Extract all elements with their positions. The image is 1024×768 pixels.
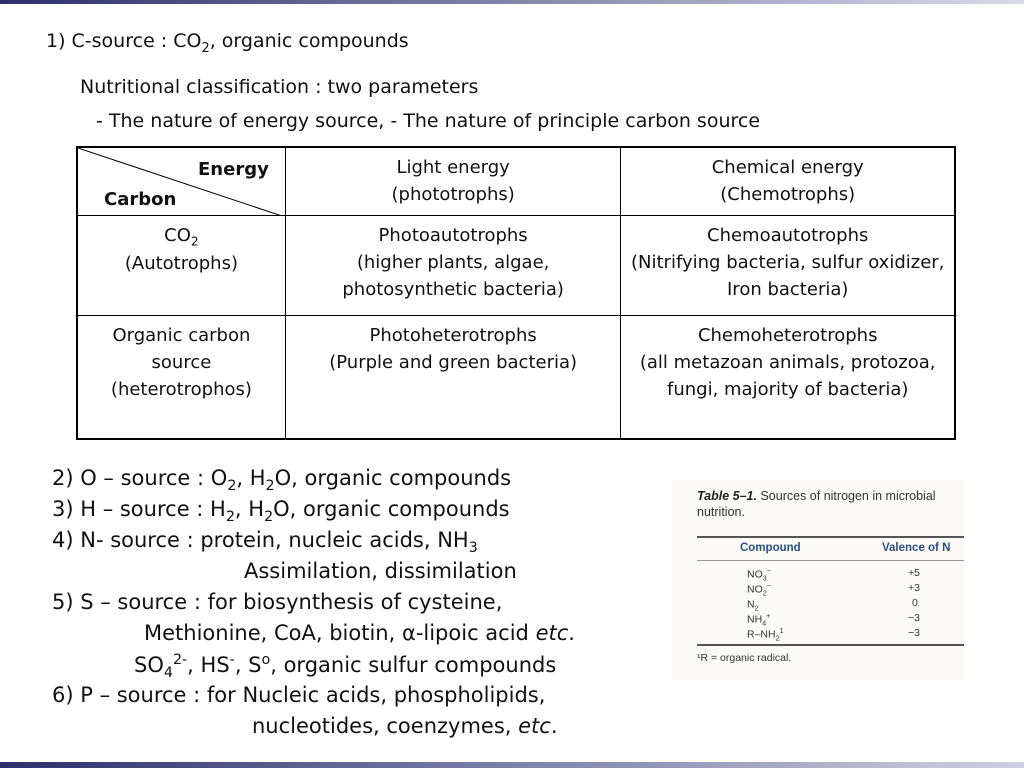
- text-part: SO: [134, 653, 164, 677]
- cell-chemoautotrophs: [621, 215, 955, 315]
- compound-cell: [747, 598, 759, 613]
- text-part: N: [747, 598, 755, 611]
- valence-cell: −3: [908, 627, 920, 639]
- subscript: 2: [754, 604, 759, 613]
- valence-cell: +3: [908, 582, 920, 594]
- text-part: , S: [234, 653, 262, 677]
- classification-parameters: - The nature of energy source, - The nature of principle carbon source: [96, 110, 761, 132]
- text-part: , HS: [187, 653, 230, 677]
- superscript: -: [229, 652, 235, 668]
- text-part: NO: [747, 583, 763, 596]
- text-part: 1) C-source : CO: [46, 30, 202, 52]
- text-part: O, organic compounds: [273, 497, 510, 521]
- table-row: [77, 315, 955, 439]
- superscript: 1: [779, 627, 784, 635]
- light-energy-subtitle: (phototrophs): [391, 184, 515, 205]
- text-part: 3) H – source : H: [52, 497, 226, 521]
- carbon-axis-label: Carbon: [104, 189, 177, 210]
- alpha-symbol: α: [401, 621, 416, 645]
- text-part: CO: [164, 224, 191, 246]
- superscript: +: [766, 612, 771, 620]
- text-part: nucleotides, coenzymes,: [252, 714, 519, 738]
- column-header-compound: Compound: [740, 542, 801, 554]
- hydrogen-source-item: [52, 497, 510, 525]
- phosphorus-source-item: 6) P – source : for Nucleic acids, phospholipids,: [52, 683, 546, 707]
- cell-photoautotrophs: [285, 215, 621, 315]
- etc-italic: etc: [518, 714, 551, 738]
- oxygen-source-item: [52, 466, 511, 494]
- text-part: NH: [747, 613, 763, 626]
- light-energy-title: Light energy: [396, 157, 510, 178]
- row-label-co2: [77, 215, 285, 315]
- figure-bottom-rule: [697, 644, 964, 646]
- cell-photoheterotrophs: [285, 315, 621, 439]
- nitrogen-sources-figure: [672, 480, 964, 680]
- chemical-energy-subtitle: (Chemotrophs): [720, 184, 856, 205]
- sulfur-source-item: 5) S – source : for biosynthesis of cysteine,: [52, 590, 503, 614]
- text-part: O, organic compounds: [274, 466, 512, 490]
- autotrophs-label: (Autotrophs): [124, 253, 238, 275]
- subscript: 2: [227, 478, 237, 495]
- carbon-source-line: [46, 30, 409, 56]
- table-header-row: [77, 147, 955, 215]
- text-part: .: [550, 714, 558, 738]
- subscript: 4: [762, 619, 767, 628]
- subscript: 2: [201, 40, 210, 56]
- etc-italic: etc: [535, 621, 569, 645]
- nitrogen-source-detail: Assimilation, dissimilation: [244, 559, 517, 583]
- valence-cell: +5: [908, 567, 920, 579]
- superscript: −: [766, 567, 771, 575]
- cell-description: (all metazoan animals, protozoa, fungi, majority of bacteria): [639, 351, 936, 400]
- text-part: 4) N- source : protein, nucleic acids, NH: [52, 528, 469, 552]
- co2-label: [84, 222, 279, 251]
- superscript: o: [261, 652, 271, 668]
- subscript: 2: [225, 509, 235, 526]
- compound-cell: [747, 583, 771, 598]
- table-row: [77, 215, 955, 315]
- text-part: , organic sulfur compounds: [270, 653, 557, 677]
- cell-chemoheterotrophs: [621, 315, 955, 439]
- classification-heading: Nutritional classification : two parameters: [80, 76, 479, 98]
- figure-label: Table 5–1.: [697, 489, 757, 503]
- subscript: 2: [762, 589, 767, 598]
- sulfur-compounds-detail: [134, 652, 556, 681]
- subscript: 2: [775, 634, 780, 643]
- phosphorus-source-detail: [252, 714, 558, 738]
- compound-cell: [747, 628, 784, 643]
- figure-title: [697, 488, 962, 521]
- text-part: -lipoic acid: [415, 621, 536, 645]
- cell-description: (Nitrifying bacteria, sulfur oxidizer, Iron bacteria): [631, 251, 945, 300]
- chemical-energy-title: Chemical energy: [711, 157, 864, 178]
- subscript: 2: [264, 509, 274, 526]
- text-part: , H: [234, 497, 265, 521]
- text-part: Methionine, CoA, biotin,: [144, 621, 402, 645]
- figure-caption: Sources of nitrogen in microbial nutrition.: [697, 489, 936, 520]
- row-label-organic-carbon: Organic carbon source (heterotrophos): [77, 315, 285, 439]
- valence-cell: 0: [912, 597, 918, 609]
- cell-description: (Purple and green bacteria): [329, 351, 578, 373]
- subscript: 3: [762, 574, 767, 583]
- text-part: 2) O – source : O: [52, 466, 228, 490]
- cell-title: Photoheterotrophs: [369, 324, 537, 346]
- subscript: 4: [163, 665, 173, 682]
- header-chemical-energy: [621, 147, 955, 215]
- figure-top-rule: [697, 536, 964, 538]
- valence-cell: −3: [908, 612, 920, 624]
- figure-header-rule: [697, 560, 964, 561]
- subscript: 2: [190, 234, 199, 249]
- superscript: 2-: [172, 652, 188, 668]
- text-part: .: [568, 621, 575, 645]
- header-light-energy: [285, 147, 621, 215]
- compound-cell: [747, 613, 770, 628]
- column-header-valence: Valence of N: [882, 542, 951, 554]
- top-accent-bar: [0, 0, 1024, 4]
- cell-title: Chemoautotrophs: [707, 224, 869, 246]
- bottom-accent-bar: [0, 762, 1024, 768]
- corner-cell: [77, 147, 285, 215]
- cell-title: Chemoheterotrophs: [697, 324, 878, 346]
- text-part: , H: [236, 466, 266, 490]
- nutritional-classification-table: [76, 146, 956, 440]
- sulfur-source-detail: [144, 621, 575, 645]
- text-part: R–NH: [747, 628, 776, 641]
- figure-footnote: ¹R = organic radical.: [697, 652, 792, 664]
- subscript: 3: [468, 540, 478, 557]
- nitrogen-source-item: [52, 528, 478, 556]
- text-part: , organic compounds: [209, 30, 409, 52]
- cell-title: Photoautotrophs: [378, 224, 528, 246]
- text-part: NO: [747, 568, 763, 581]
- energy-axis-label: Energy: [198, 159, 269, 180]
- superscript: −: [766, 582, 771, 590]
- cell-description: (higher plants, algae, photosynthetic bacteria): [342, 251, 564, 300]
- subscript: 2: [265, 478, 275, 495]
